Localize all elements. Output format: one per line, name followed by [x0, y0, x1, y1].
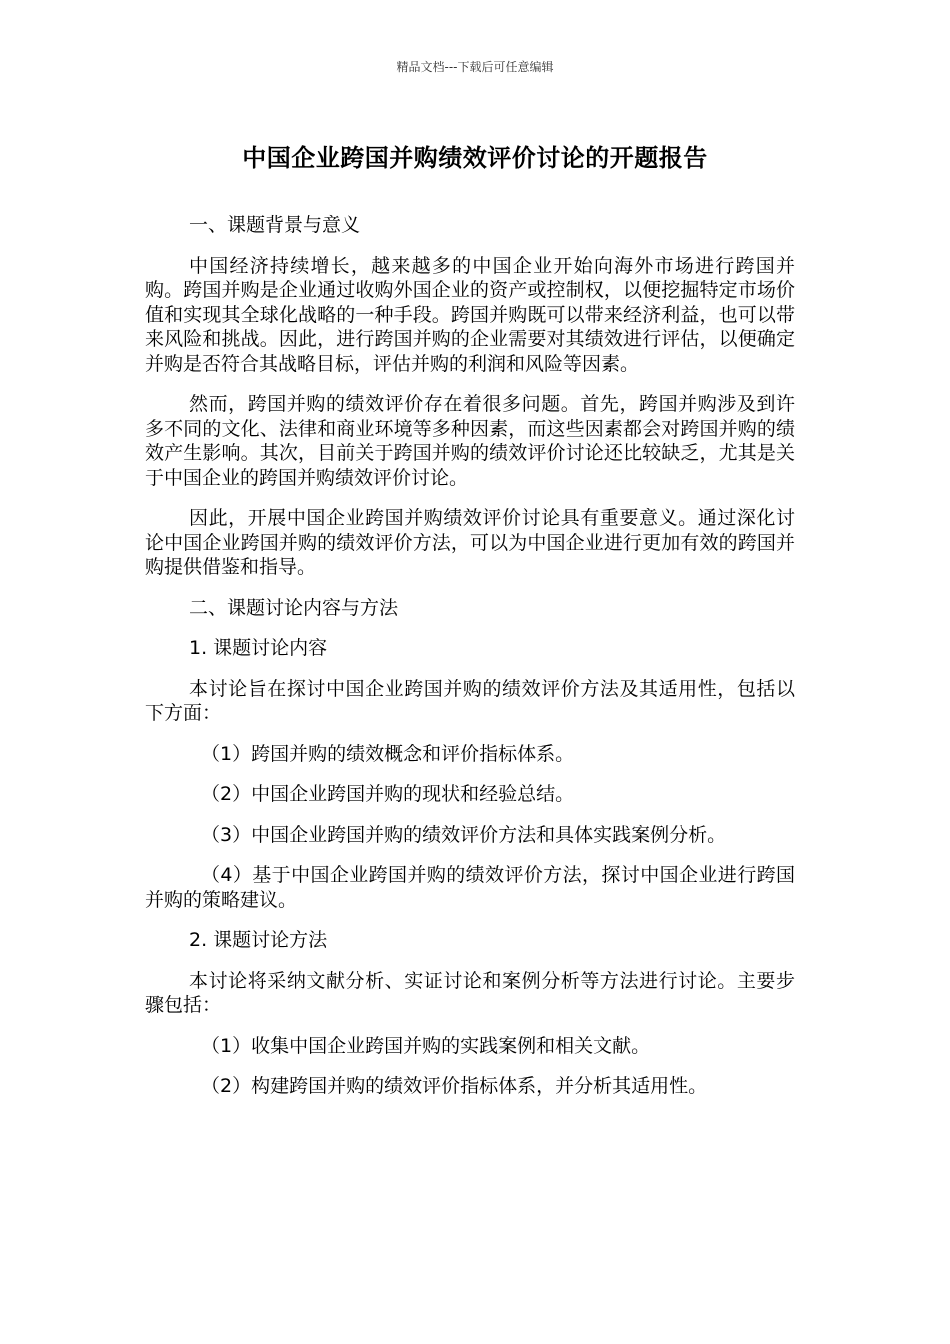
- subsection-2-intro: 本讨论将采纳文献分析、实证讨论和案例分析等方法进行讨论。主要步骤包括：: [145, 969, 795, 1016]
- section-1-heading: 一、课题背景与意义: [189, 214, 361, 236]
- subsection-2-heading: 2. 课题讨论方法: [189, 929, 328, 951]
- section-1-paragraph-2: 然而，跨国并购的绩效评价存在着很多问题。首先，跨国并购涉及到许多不同的文化、法律和商业环境等多种因素，而这些因素都会对跨国并购的绩效产生影响。其次，目前关于跨国并购的绩效评价讨论还比较缺乏，尤其是关于中国企业的跨国并购绩效评价讨论。: [145, 393, 795, 489]
- list-item: （3）中国企业跨国并购的绩效评价方法和具体实践案例分析。: [201, 823, 727, 846]
- subsection-1-intro: 本讨论旨在探讨中国企业跨国并购的绩效评价方法及其适用性，包括以下方面：: [145, 677, 795, 724]
- subsection-1-heading: 1. 课题讨论内容: [189, 637, 328, 659]
- section-1-paragraph-3: 因此，开展中国企业跨国并购绩效评价讨论具有重要意义。通过深化讨论中国企业跨国并购的绩效评价方法，可以为中国企业进行更加有效的跨国并购提供借鉴和指导。: [145, 507, 795, 578]
- list-item: （4）基于中国企业跨国并购的绩效评价方法，探讨中国企业进行跨国并购的策略建议。: [145, 864, 795, 911]
- list-item: （2）中国企业跨国并购的现状和经验总结。: [201, 783, 575, 805]
- list-item: （1）收集中国企业跨国并购的实践案例和相关文献。: [201, 1034, 651, 1057]
- section-1-paragraph-1: 中国经济持续增长，越来越多的中国企业开始向海外市场进行跨国并购。跨国并购是企业通过收购外国企业的资产或控制权，以便挖掘特定市场价值和实现其全球化战略的一种手段。跨国并购既可以带来经济利益，也可以带来风险和挑战。因此，进行跨国并购的企业需要对其绩效进行评估，以便确定并购是否符合其战略目标，评估并购的利润和风险等因素。: [145, 254, 795, 375]
- list-item: （1）跨国并购的绩效概念和评价指标体系。: [201, 742, 575, 765]
- list-item: （2）构建跨国并购的绩效评价指标体系，并分析其适用性。: [201, 1075, 708, 1097]
- section-2-heading: 二、课题讨论内容与方法: [189, 596, 399, 619]
- page-header: 精品文档---下载后可任意编辑: [396, 60, 554, 74]
- document-body: [145, 213, 795, 1115]
- document-title: 中国企业跨国并购绩效评价讨论的开题报告: [242, 144, 708, 172]
